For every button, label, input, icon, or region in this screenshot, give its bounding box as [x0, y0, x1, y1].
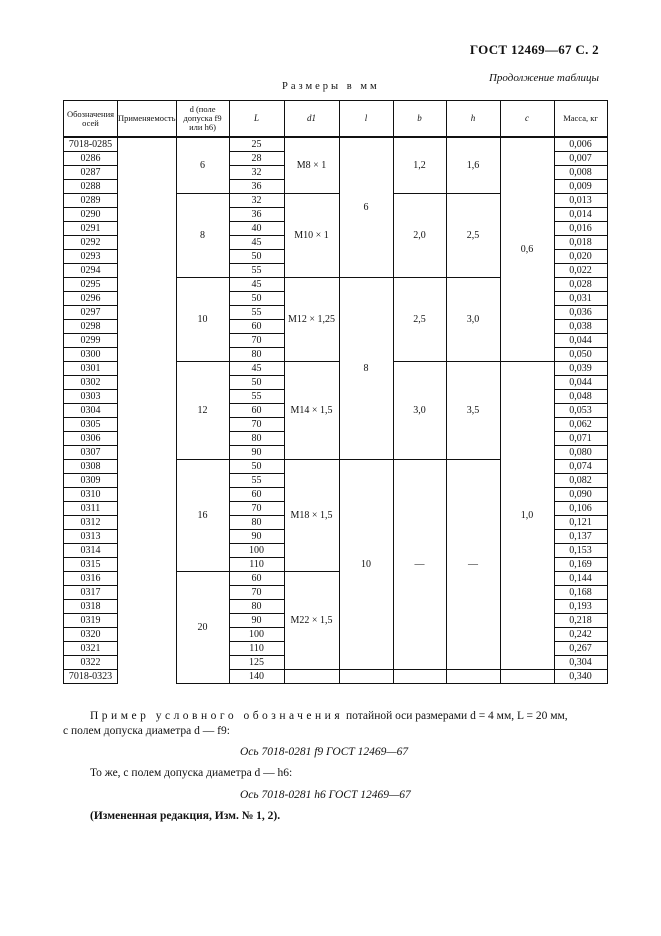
L-cell: 80	[229, 348, 284, 362]
application-cell	[118, 166, 177, 180]
mass-cell: 0,082	[554, 474, 607, 488]
L-cell: 80	[229, 516, 284, 530]
application-cell	[118, 418, 177, 432]
table-row	[64, 362, 608, 376]
table-caption: Размеры в мм	[282, 81, 380, 92]
mass-cell: 0,137	[554, 530, 607, 544]
designation-cell: 0295	[64, 278, 118, 292]
l-cell	[339, 670, 393, 684]
d1-cell: M18 × 1,5	[284, 460, 339, 572]
L-cell: 70	[229, 418, 284, 432]
application-cell	[118, 152, 177, 166]
L-cell: 40	[229, 222, 284, 236]
application-cell	[118, 544, 177, 558]
L-cell: 55	[229, 390, 284, 404]
d-cell: 6	[176, 137, 229, 194]
application-cell	[118, 334, 177, 348]
L-cell: 110	[229, 558, 284, 572]
L-cell: 70	[229, 502, 284, 516]
L-cell: 125	[229, 656, 284, 670]
designation-cell: 0310	[64, 488, 118, 502]
L-cell: 32	[229, 166, 284, 180]
d1-cell	[284, 670, 339, 684]
designation-cell: 0288	[64, 180, 118, 194]
L-cell: 50	[229, 292, 284, 306]
mass-cell: 0,008	[554, 166, 607, 180]
L-cell: 55	[229, 306, 284, 320]
designation-cell: 0302	[64, 376, 118, 390]
d-cell: 20	[176, 572, 229, 684]
designation-cell: 0289	[64, 194, 118, 208]
h-cell: 3,5	[446, 362, 500, 460]
h-cell: —	[446, 460, 500, 670]
mass-cell: 0,044	[554, 376, 607, 390]
application-cell	[118, 208, 177, 222]
mass-cell: 0,009	[554, 180, 607, 194]
designation-cell: 0299	[64, 334, 118, 348]
designation-cell: 0321	[64, 642, 118, 656]
application-cell	[118, 137, 177, 152]
mass-cell: 0,074	[554, 460, 607, 474]
application-cell	[118, 502, 177, 516]
l-cell: 6	[339, 137, 393, 278]
designation-cell: 0303	[64, 390, 118, 404]
mass-cell: 0,168	[554, 586, 607, 600]
application-cell	[118, 390, 177, 404]
designation-cell: 0290	[64, 208, 118, 222]
designation-cell: 0314	[64, 544, 118, 558]
designation-cell: 0315	[64, 558, 118, 572]
d1-cell: M14 × 1,5	[284, 362, 339, 460]
col-header-l: l	[339, 101, 393, 138]
d1-cell: M22 × 1,5	[284, 572, 339, 670]
designation-cell: 0286	[64, 152, 118, 166]
L-cell: 60	[229, 572, 284, 586]
application-cell	[118, 460, 177, 474]
col-header-mass: Масса, кг	[554, 101, 607, 138]
L-cell: 25	[229, 137, 284, 152]
h-cell: 3,0	[446, 278, 500, 362]
application-cell	[118, 530, 177, 544]
application-cell	[118, 306, 177, 320]
d-cell: 12	[176, 362, 229, 460]
mass-cell: 0,242	[554, 628, 607, 642]
mass-cell: 0,006	[554, 137, 607, 152]
b-cell: 2,5	[393, 278, 446, 362]
application-cell	[118, 404, 177, 418]
mass-cell: 0,080	[554, 446, 607, 460]
mass-cell: 0,144	[554, 572, 607, 586]
example-same-h6: То же, с полем допуска диаметра d — h6:	[90, 767, 293, 779]
L-cell: 70	[229, 334, 284, 348]
application-cell	[118, 516, 177, 530]
mass-cell: 0,007	[554, 152, 607, 166]
application-cell	[118, 586, 177, 600]
L-cell: 60	[229, 320, 284, 334]
mass-cell: 0,016	[554, 222, 607, 236]
designation-cell: 0316	[64, 572, 118, 586]
application-cell	[118, 222, 177, 236]
designation-cell: 0322	[64, 656, 118, 670]
designation-cell: 0304	[64, 404, 118, 418]
example-designation-f9: Ось 7018-0281 f9 ГОСТ 12469—67	[240, 746, 409, 758]
designation-cell: 0318	[64, 600, 118, 614]
designation-cell: 0312	[64, 516, 118, 530]
mass-cell: 0,022	[554, 264, 607, 278]
L-cell: 45	[229, 236, 284, 250]
application-cell	[118, 250, 177, 264]
mass-cell: 0,267	[554, 642, 607, 656]
application-cell	[118, 376, 177, 390]
L-cell: 80	[229, 600, 284, 614]
application-cell	[118, 474, 177, 488]
d-cell: 10	[176, 278, 229, 362]
mass-cell: 0,020	[554, 250, 607, 264]
designation-cell: 0313	[64, 530, 118, 544]
table-row	[64, 137, 608, 152]
table-header-row	[64, 101, 608, 138]
application-cell	[118, 348, 177, 362]
l-cell: 10	[339, 460, 393, 670]
L-cell: 60	[229, 404, 284, 418]
mass-cell: 0,153	[554, 544, 607, 558]
b-cell	[393, 670, 446, 684]
mass-cell: 0,038	[554, 320, 607, 334]
example-intro-line2: с полем допуска диаметра d — f9:	[63, 725, 230, 737]
designation-cell: 0296	[64, 292, 118, 306]
page-header: ГОСТ 12469—67 С. 2	[469, 42, 599, 57]
L-cell: 140	[229, 670, 284, 684]
application-cell	[118, 362, 177, 376]
designation-cell: 0307	[64, 446, 118, 460]
example-intro: Пример условного обозначения потайной оси размерами d = 4 мм, L = 20 мм,	[90, 710, 568, 722]
mass-cell: 0,218	[554, 614, 607, 628]
mass-cell: 0,340	[554, 670, 607, 684]
application-cell	[118, 558, 177, 572]
designation-cell: 0292	[64, 236, 118, 250]
b-cell: —	[393, 460, 446, 670]
application-cell	[118, 432, 177, 446]
L-cell: 32	[229, 194, 284, 208]
designation-cell: 0305	[64, 418, 118, 432]
designation-cell: 7018-0323	[64, 670, 118, 684]
designation-cell: 0300	[64, 348, 118, 362]
L-cell: 28	[229, 152, 284, 166]
L-cell: 55	[229, 264, 284, 278]
col-header-h: h	[446, 101, 500, 138]
mass-cell: 0,090	[554, 488, 607, 502]
L-cell: 45	[229, 278, 284, 292]
mass-cell: 0,106	[554, 502, 607, 516]
designation-cell: 0291	[64, 222, 118, 236]
dimensions-table	[63, 100, 608, 684]
col-header-designation: Обозначения осей	[64, 101, 118, 138]
mass-cell: 0,039	[554, 362, 607, 376]
mass-cell: 0,014	[554, 208, 607, 222]
mass-cell: 0,050	[554, 348, 607, 362]
application-cell	[118, 614, 177, 628]
mass-cell: 0,071	[554, 432, 607, 446]
c-cell: 1,0	[500, 362, 554, 670]
designation-cell: 0301	[64, 362, 118, 376]
d-cell: 16	[176, 460, 229, 572]
designation-cell: 0319	[64, 614, 118, 628]
mass-cell: 0,053	[554, 404, 607, 418]
designation-cell: 0311	[64, 502, 118, 516]
L-cell: 70	[229, 586, 284, 600]
b-cell: 1,2	[393, 137, 446, 194]
L-cell: 80	[229, 432, 284, 446]
application-cell	[118, 656, 177, 670]
mass-cell: 0,304	[554, 656, 607, 670]
mass-cell: 0,028	[554, 278, 607, 292]
L-cell: 36	[229, 208, 284, 222]
c-cell	[500, 670, 554, 684]
mass-cell: 0,018	[554, 236, 607, 250]
application-cell	[118, 292, 177, 306]
b-cell: 3,0	[393, 362, 446, 460]
l-cell: 8	[339, 278, 393, 460]
mass-cell: 0,169	[554, 558, 607, 572]
application-cell	[118, 488, 177, 502]
d1-cell: M10 × 1	[284, 194, 339, 278]
designation-cell: 0308	[64, 460, 118, 474]
mass-cell: 0,036	[554, 306, 607, 320]
h-cell: 1,6	[446, 137, 500, 194]
L-cell: 50	[229, 376, 284, 390]
designation-cell: 0317	[64, 586, 118, 600]
L-cell: 50	[229, 250, 284, 264]
designation-cell: 0294	[64, 264, 118, 278]
application-cell	[118, 600, 177, 614]
revision-note: (Измененная редакция, Изм. № 1, 2).	[90, 810, 281, 822]
application-cell	[118, 278, 177, 292]
L-cell: 90	[229, 614, 284, 628]
application-cell	[118, 320, 177, 334]
designation-cell: 0287	[64, 166, 118, 180]
L-cell: 60	[229, 488, 284, 502]
col-header-d: d (поле допуска f9 или h6)	[176, 101, 229, 138]
application-cell	[118, 194, 177, 208]
col-header-d1: d1	[284, 101, 339, 138]
designation-cell: 0320	[64, 628, 118, 642]
mass-cell: 0,062	[554, 418, 607, 432]
L-cell: 100	[229, 544, 284, 558]
mass-cell: 0,013	[554, 194, 607, 208]
col-header-application: Применяемость	[118, 101, 177, 138]
mass-cell: 0,121	[554, 516, 607, 530]
table-continuation-note: Продолжение таблицы	[488, 72, 599, 84]
application-cell	[118, 670, 177, 684]
application-cell	[118, 264, 177, 278]
d1-cell: M12 × 1,25	[284, 278, 339, 362]
application-cell	[118, 180, 177, 194]
d1-cell: M8 × 1	[284, 137, 339, 194]
designation-cell: 7018-0285	[64, 137, 118, 152]
L-cell: 100	[229, 628, 284, 642]
mass-cell: 0,031	[554, 292, 607, 306]
application-cell	[118, 642, 177, 656]
designation-cell: 0297	[64, 306, 118, 320]
col-header-b: b	[393, 101, 446, 138]
L-cell: 55	[229, 474, 284, 488]
designation-cell: 0309	[64, 474, 118, 488]
designation-cell: 0293	[64, 250, 118, 264]
L-cell: 45	[229, 362, 284, 376]
L-cell: 90	[229, 530, 284, 544]
L-cell: 110	[229, 642, 284, 656]
application-cell	[118, 628, 177, 642]
h-cell	[446, 670, 500, 684]
L-cell: 36	[229, 180, 284, 194]
application-cell	[118, 236, 177, 250]
mass-cell: 0,048	[554, 390, 607, 404]
d-cell: 8	[176, 194, 229, 278]
table-row	[64, 670, 608, 684]
L-cell: 90	[229, 446, 284, 460]
application-cell	[118, 446, 177, 460]
col-header-c: c	[500, 101, 554, 138]
b-cell: 2,0	[393, 194, 446, 278]
designation-cell: 0298	[64, 320, 118, 334]
h-cell: 2,5	[446, 194, 500, 278]
designation-cell: 0306	[64, 432, 118, 446]
c-cell: 0,6	[500, 137, 554, 362]
mass-cell: 0,044	[554, 334, 607, 348]
L-cell: 50	[229, 460, 284, 474]
col-header-L: L	[229, 101, 284, 138]
application-cell	[118, 572, 177, 586]
example-designation-h6: Ось 7018-0281 h6 ГОСТ 12469—67	[240, 789, 411, 801]
mass-cell: 0,193	[554, 600, 607, 614]
